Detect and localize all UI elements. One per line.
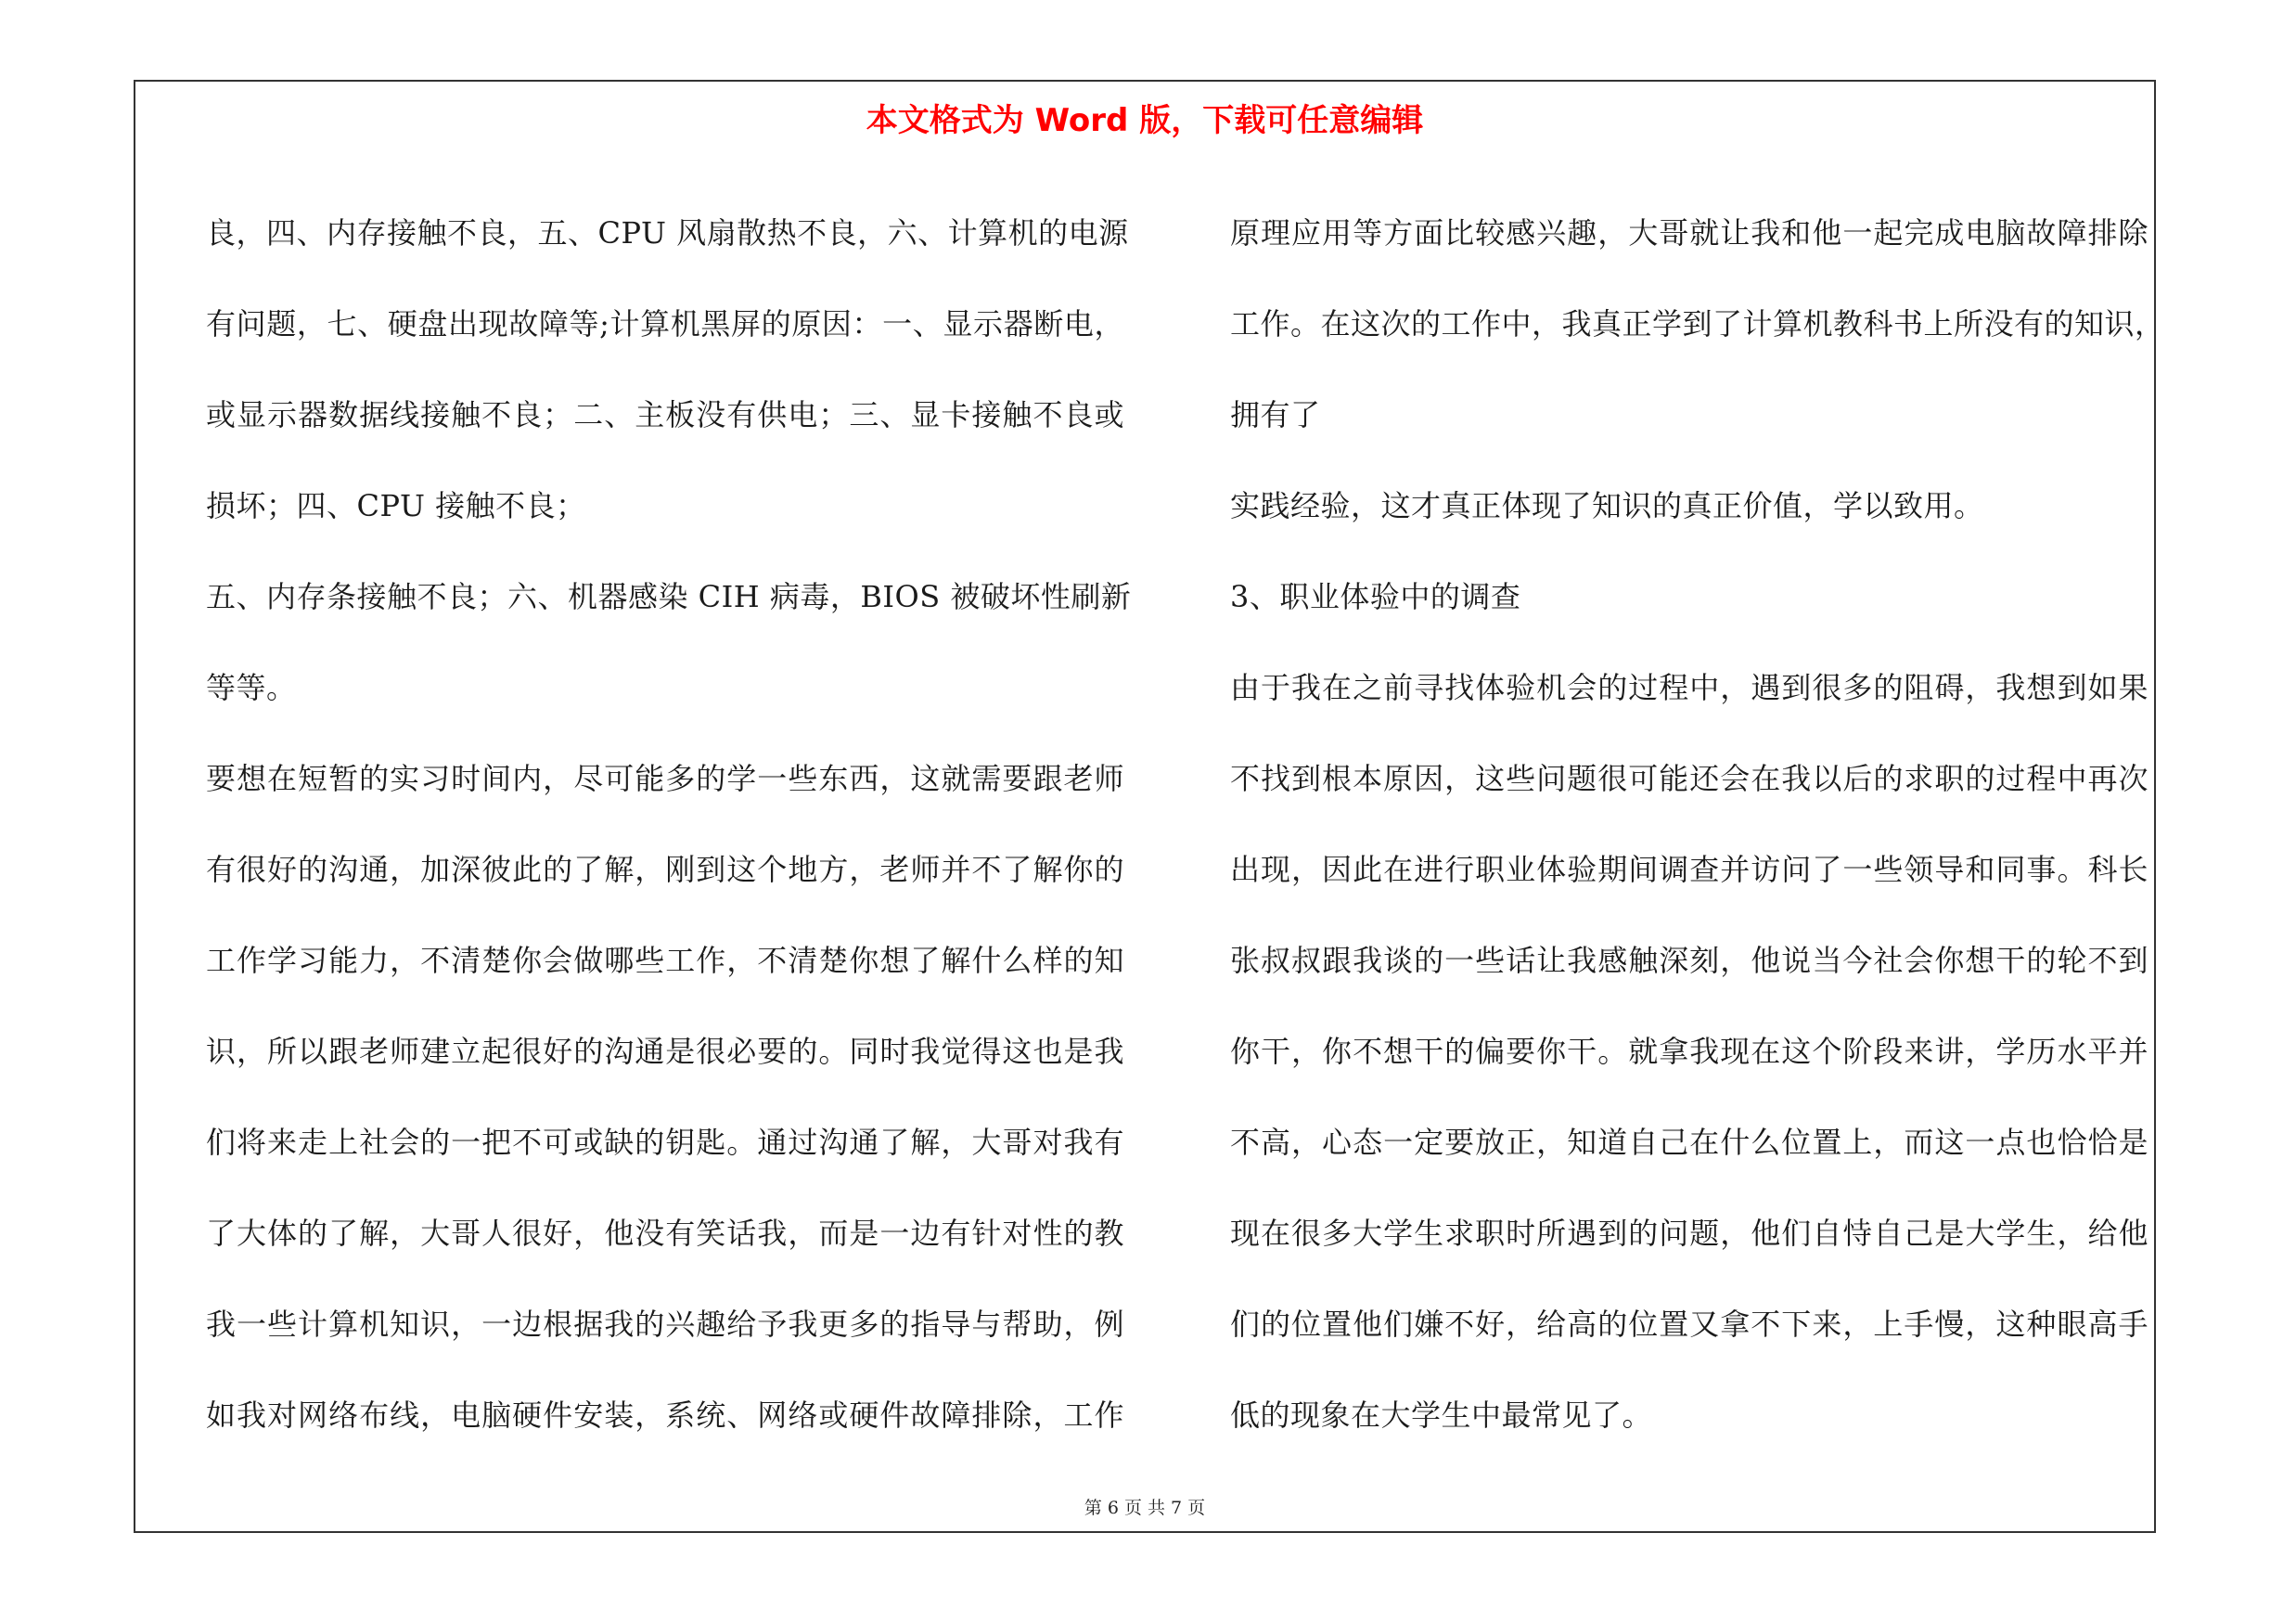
text-line: 原理应用等方面比较感兴趣，大哥就让我和他一起完成电脑故障排除 <box>1230 215 2148 251</box>
document-banner: 本文格式为 Word 版，下载可任意编辑 <box>866 102 1424 139</box>
text-line: 由于我在之前寻找体验机会的过程中，遇到很多的阻碍，我想到如果 <box>1230 670 2148 705</box>
text-line: 或显示器数据线接触不良；二、主板没有供电；三、显卡接触不良或 <box>206 397 1124 432</box>
text-line: 出现，因此在进行职业体验期间调查并访问了一些领导和同事。科长 <box>1230 852 2148 887</box>
text-line: 拥有了 <box>1230 397 1321 432</box>
text-line: 低的现象在大学生中最常见了。 <box>1230 1398 1653 1433</box>
text-line: 们将来走上社会的一把不可或缺的钥匙。通过沟通了解，大哥对我有 <box>206 1125 1124 1160</box>
right-text-column <box>1230 187 2165 1461</box>
text-line: 们的位置他们嫌不好，给高的位置又拿不下来，上手慢，这种眼高手 <box>1230 1307 2148 1342</box>
page-number-footer: 第 6 页 共 7 页 <box>1084 1498 1206 1518</box>
text-line: 不找到根本原因，这些问题很可能还会在我以后的求职的过程中再次 <box>1230 761 2148 796</box>
section-heading: 3、职业体验中的调查 <box>1230 579 1521 614</box>
text-line: 你干，你不想干的偏要你干。就拿我现在这个阶段来讲，学历水平并 <box>1230 1034 2148 1069</box>
text-line: 要想在短暂的实习时间内，尽可能多的学一些东西，这就需要跟老师 <box>206 761 1124 796</box>
text-line: 损坏；四、CPU 接触不良； <box>206 488 586 523</box>
left-text-column <box>206 187 1132 1461</box>
text-line: 良，四、内存接触不良，五、CPU 风扇散热不良，六、计算机的电源 <box>206 215 1129 251</box>
text-line: 识，所以跟老师建立起很好的沟通是很必要的。同时我觉得这也是我 <box>206 1034 1124 1069</box>
text-line: 等等。 <box>206 670 297 705</box>
text-line: 工作学习能力，不清楚你会做哪些工作，不清楚你想了解什么样的知 <box>206 943 1124 978</box>
text-line: 工作。在这次的工作中，我真正学到了计算机教科书上所没有的知识， <box>1230 306 2165 341</box>
text-line: 现在很多大学生求职时所遇到的问题，他们自恃自己是大学生，给他 <box>1230 1216 2148 1251</box>
text-line: 五、内存条接触不良；六、机器感染 CIH 病毒，BIOS 被破坏性刷新 <box>206 579 1132 614</box>
text-line: 我一些计算机知识，一边根据我的兴趣给予我更多的指导与帮助，例 <box>206 1307 1124 1342</box>
text-line: 有很好的沟通，加深彼此的了解，刚到这个地方，老师并不了解你的 <box>206 852 1124 887</box>
text-line: 有问题，七、硬盘出现故障等;计算机黑屏的原因：一、显示器断电， <box>206 306 1124 341</box>
text-line: 张叔叔跟我谈的一些话让我感触深刻，他说当今社会你想干的轮不到 <box>1230 943 2148 978</box>
text-line: 实践经验，这才真正体现了知识的真正价值，学以致用。 <box>1230 488 1984 523</box>
text-line: 不高，心态一定要放正，知道自己在什么位置上，而这一点也恰恰是 <box>1230 1125 2148 1160</box>
page-frame <box>134 80 2165 1533</box>
text-line: 了大体的了解，大哥人很好，他没有笑话我，而是一边有针对性的教 <box>206 1216 1124 1251</box>
text-line: 如我对网络布线，电脑硬件安装，系统、网络或硬件故障排除，工作 <box>206 1398 1124 1433</box>
